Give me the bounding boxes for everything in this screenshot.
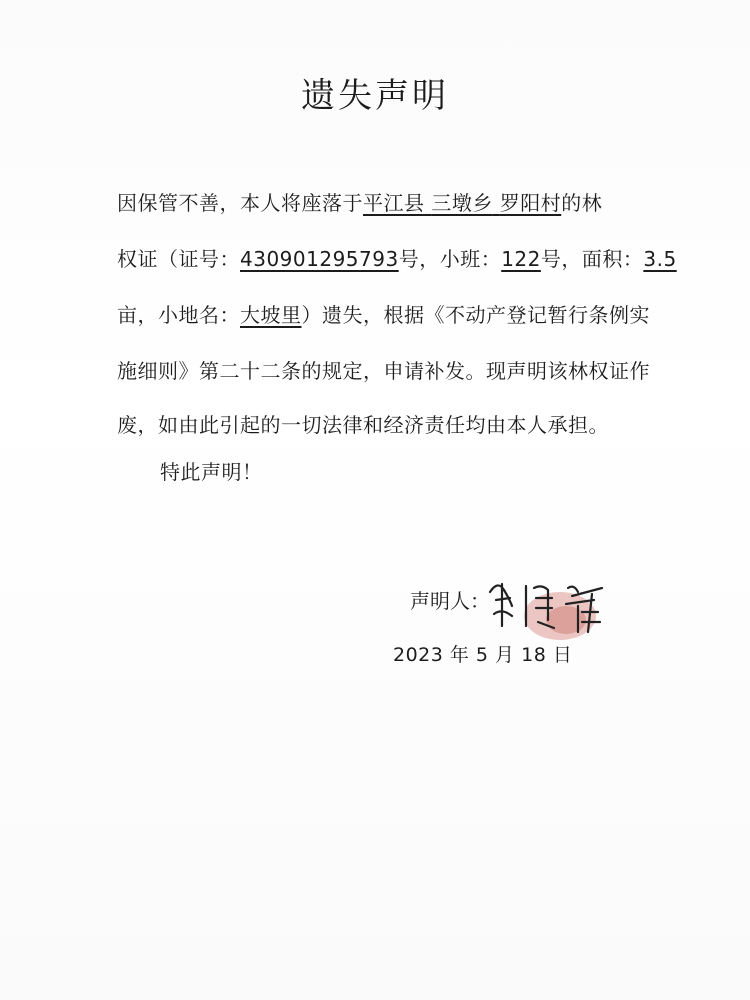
- body-line-1: [117, 187, 602, 216]
- village-field: 罗阳村: [499, 191, 562, 215]
- area-field: 3.5: [643, 247, 677, 271]
- declaration-date: 2023 年 5 月 18 日: [393, 644, 573, 666]
- red-fingerprint-seal-core: [546, 606, 586, 634]
- certificate-number-field: 430901295793: [240, 247, 399, 271]
- place-name-field: 大坡里: [240, 303, 302, 327]
- line3-prefix: 亩，小地名：: [117, 303, 240, 327]
- body-line-5: 废，如由此引起的一切法律和经济责任均由本人承担。: [117, 413, 609, 437]
- line2-mid1: 号，小班：: [398, 247, 502, 271]
- closing-statement: 特此声明！: [160, 460, 263, 484]
- handwritten-signature: [482, 570, 622, 650]
- body-line-3: [117, 299, 650, 328]
- body-line-2: [117, 243, 677, 272]
- document-title: 遗失声明: [301, 76, 449, 116]
- line3-suffix: ）遗失，根据《不动产登记暂行条例实: [301, 303, 650, 327]
- line1-prefix: 因保管不善，本人将座落于: [117, 191, 363, 215]
- declarant-label: 声明人：: [410, 589, 490, 613]
- body-line-4: 施细则》第二十二条的规定，申请补发。现声明该林权证作: [117, 359, 650, 383]
- subcompartment-field: 122: [501, 247, 541, 271]
- signature-stroke-1: [490, 584, 512, 626]
- township-field: 三墩乡: [431, 191, 493, 215]
- line1-suffix: 的林: [561, 191, 603, 215]
- line2-mid2: 号，面积：: [540, 247, 644, 271]
- line2-prefix: 权证（证号：: [117, 247, 240, 271]
- county-field: 平江县: [363, 191, 425, 215]
